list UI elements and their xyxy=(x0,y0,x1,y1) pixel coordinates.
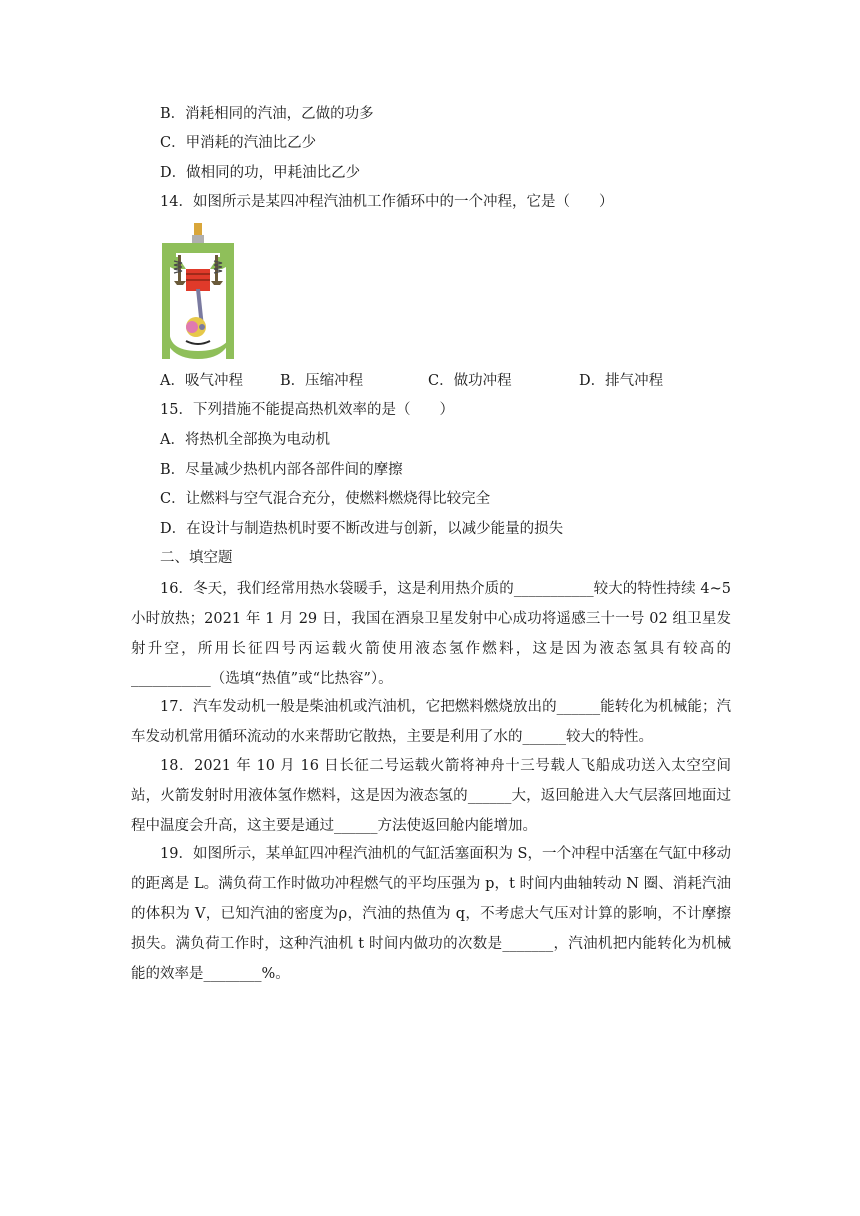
q14-option-b: B．压缩冲程 xyxy=(280,373,364,389)
q15-option-b: B．尽量减少热机内部各部件间的摩擦 xyxy=(160,462,403,478)
section-title: 二、填空题 xyxy=(160,550,233,566)
q14-option-c: C．做功冲程 xyxy=(428,373,512,389)
spark-plug xyxy=(194,223,202,237)
cylinder-head xyxy=(162,243,234,257)
engine-stroke-figure xyxy=(156,223,240,359)
q15-option-d: D．在设计与制造热机时要不断改进与创新，以减少能量的损失 xyxy=(160,521,564,537)
q13-option-c: C．甲消耗的汽油比乙少 xyxy=(160,135,317,151)
q13-option-d: D．做相同的功，甲耗油比乙少 xyxy=(160,165,361,181)
q15-stem: 15．下列措施不能提高热机效率的是（ ） xyxy=(160,402,454,418)
q14-option-d: D．排气冲程 xyxy=(579,373,664,389)
q16-text: 16．冬天，我们经常用热水袋暖手，这是利用热介质的___________较大的特性持续 4~5 小时放热；2021 年 1 月 29 日，我国在酒泉卫星发射中心成功将遥感三十一号 02 组卫星发射升空，所用长征四号丙运载火箭使用液态氢作燃料，这是因为液态氢具有较高的___________（选填“热值”或“比热容”）。 xyxy=(131,581,731,687)
q15-option-c: C．让燃料与空气混合充分，使燃料燃烧得比较完全 xyxy=(160,491,491,507)
q13-option-b: B．消耗相同的汽油，乙做的功多 xyxy=(160,106,374,122)
q14-option-a: A．吸气冲程 xyxy=(160,373,243,389)
q14-options xyxy=(160,371,720,391)
q17-text: 17．汽车发动机一般是柴油机或汽油机，它把燃料燃烧放出的______能转化为机械能；汽车发动机常用循环流动的水来帮助它散热，主要是利用了水的______较大的特性。 xyxy=(131,699,731,745)
q14-stem: 14．如图所示是某四冲程汽油机工作循环中的一个冲程，它是（ ） xyxy=(160,194,614,210)
q15-option-a: A．将热机全部换为电动机 xyxy=(160,432,330,448)
q18-text: 18．2021 年 10 月 16 日长征二号运载火箭将神舟十三号载人飞船成功送入太空空间站，火箭发射时用液体氢作燃料，这是因为液态氢的______大，返回舱进入大气层落回地面过程中温度会升高，这主要是通过______方法使返回舱内能增加。 xyxy=(131,758,731,834)
engine-diagram xyxy=(156,223,240,359)
q19-text: 19．如图所示，某单缸四冲程汽油机的气缸活塞面积为 S，一个冲程中活塞在气缸中移动的距离是 L。满负荷工作时做功冲程燃气的平均压强为 p，t 时间内曲轴转动 N 圈、消耗汽油的体积为 V，已知汽油的密度为ρ，汽油的热值为 q，不考虑大气压对计算的影响，不计摩擦损失。满负荷工作时，这种汽油机 t 时间内做功的次数是_______，汽油机把内能转化为机械能的效率是________%。 xyxy=(131,846,731,982)
